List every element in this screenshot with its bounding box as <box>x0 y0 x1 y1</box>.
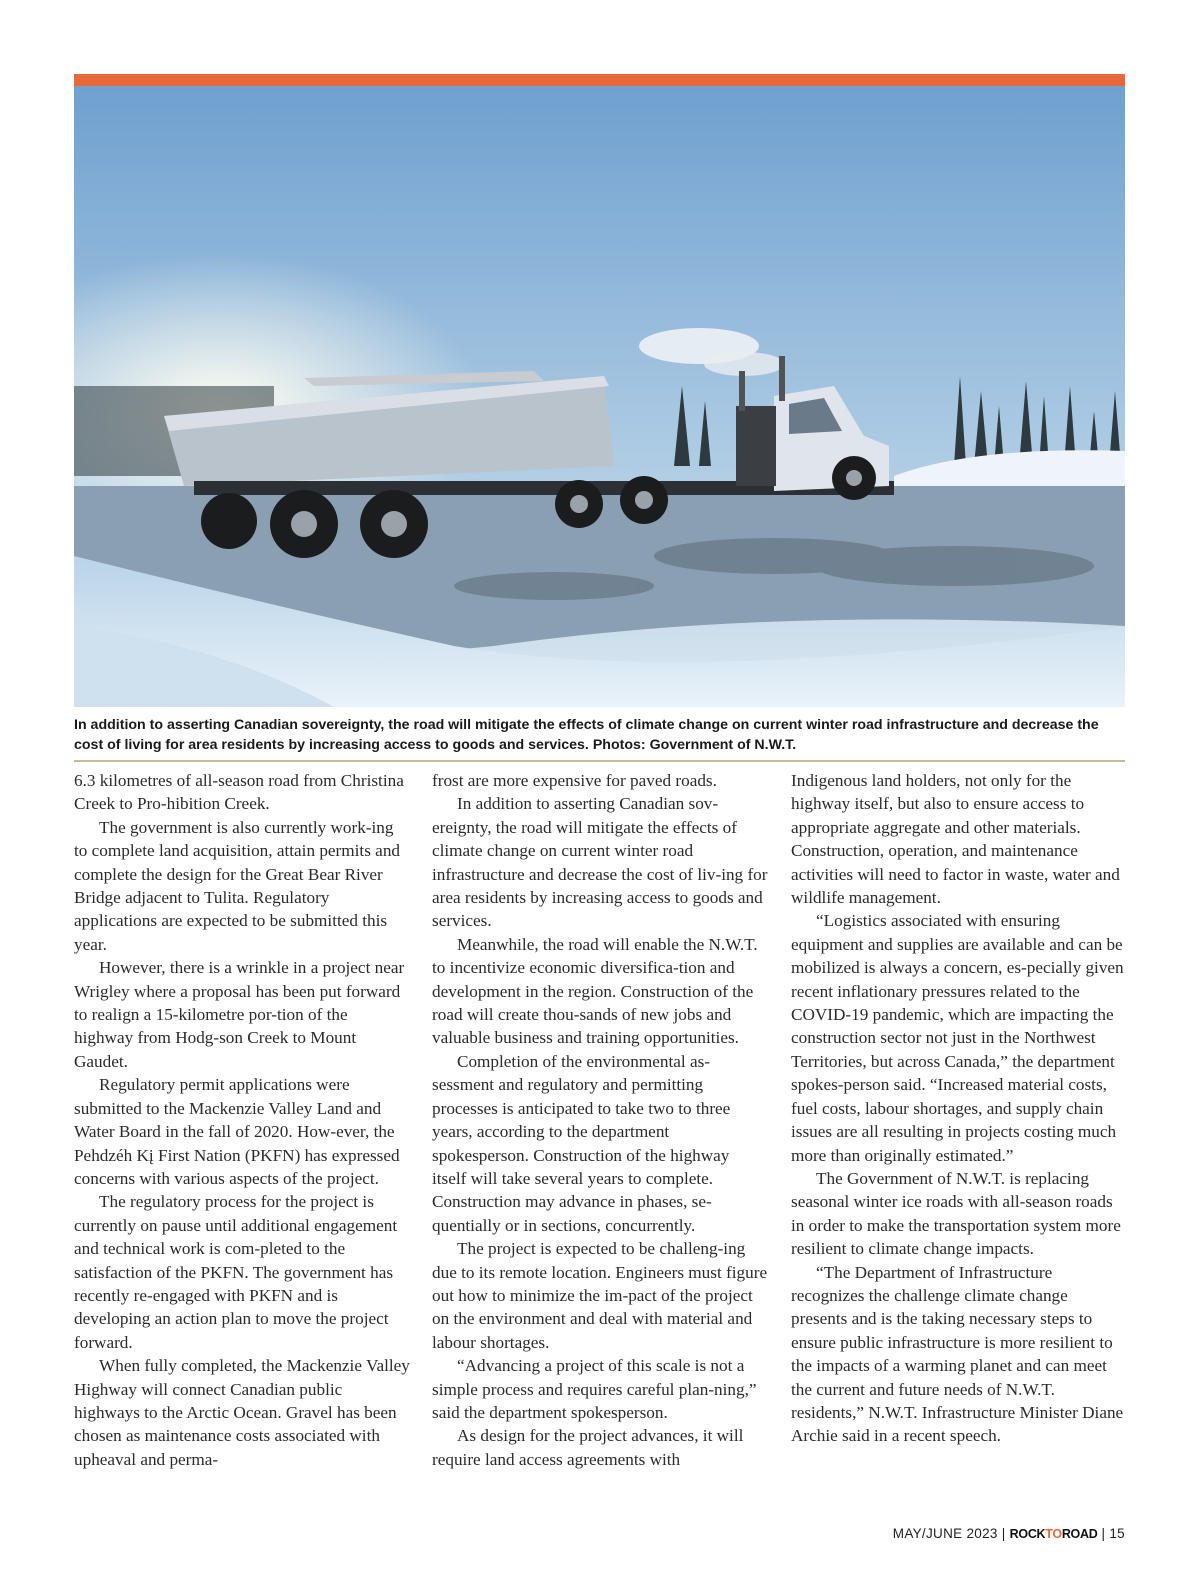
paragraph: “The Department of Infrastructure recognizes the challenge climate change presents and is the taking necessary steps to ensure public infrastructure is more resilient to the impacts of a warming planet and can meet the current and future needs of N.W.T. residents,” N.W.T. Infrastructure Minister Diane Archie said in a recent speech. <box>791 1262 1124 1446</box>
article-photo <box>74 86 1125 707</box>
paragraph: The Government of N.W.T. is replacing seasonal winter ice roads with all-season roads in order to make the transportation system more resilient to climate change impacts. <box>791 1168 1121 1259</box>
paragraph: “Advancing a project of this scale is not a simple process and requires careful plan-ning,” said the department spokesperson. <box>432 1356 757 1422</box>
paragraph: Regulatory permit applications were submitted to the Mackenzie Valley Land and Water Board in the fall of 2020. How-ever, the Pehdzéh Kį First Nation (PKFN) has expressed concerns with various aspects of the project. <box>74 1075 400 1188</box>
paragraph: frost are more expensive for paved roads. <box>432 771 717 790</box>
page-number: 15 <box>1109 1526 1125 1541</box>
page-footer <box>893 1526 1125 1541</box>
logo-part: ROCK <box>1009 1527 1046 1541</box>
header-accent-bar <box>74 74 1125 86</box>
paragraph: “Logistics associated with ensuring equipment and supplies are available and can be mobilized is always a concern, es-pecially given recent inflationary pressures related to the COVID-19 pandemic, which are impacting the construction sector not just in the Northwest Territories, but across Canada,” the department spokes-person said. “Increased material costs, fuel costs, labour shortages, and supply chain issues are all resulting in projects costing much more than originally estimated.” <box>791 911 1124 1165</box>
footer-separator: | <box>1101 1526 1106 1541</box>
paragraph: The project is expected to be challeng-ing due to its remote location. Engineers must figure out how to minimize the im-pact of the project on the environment and deal with material and labour shortages. <box>432 1239 768 1352</box>
paragraph: 6.3 kilometres of all-season road from Christina Creek to Pro-hibition Creek. <box>74 771 404 814</box>
photo-caption: In addition to asserting Canadian sovereignty, the road will mitigate the effects of climate change on current winter road infrastructure and decrease the cost of living for area residents by increasing access to goods and services. Photos: Government of N.W.T. <box>74 717 1099 753</box>
paragraph: The government is also currently work-ing to complete land acquisition, attain permits and complete the design for the Great Bear River Bridge adjacent to Tulita. Regulatory applications are expected to be submitted this year. <box>74 817 401 954</box>
logo-part: TO <box>1045 1527 1062 1541</box>
paragraph: Completion of the environmental as-sessment and regulatory and permitting processes is anticipated to take two to three years, according to the department spokesperson. Construction of the highway itself will take several years to complete. Construction may advance in phases, se-quentially or in sections, concurrently. <box>432 1051 731 1235</box>
paragraph: As design for the project advances, it will require land access agreements with <box>432 1426 744 1469</box>
article-column-3 <box>791 769 1127 1448</box>
caption-divider <box>74 760 1125 762</box>
footer-separator: | <box>1001 1526 1006 1541</box>
paragraph: Meanwhile, the road will enable the N.W.T. to incentivize economic diversifica-tion and development in the region. Construction of the road will create thou-sands of new jobs and valuable business and training opportunities. <box>432 934 758 1048</box>
article-column-2 <box>432 769 768 1471</box>
paragraph: The regulatory process for the project is currently on pause until additional engagement and technical work is com-pleted to the satisfaction of the PKFN. The government has recently re-engaged with PKFN and is developing an action plan to move the project forward. <box>74 1192 398 1352</box>
paragraph: Indigenous land holders, not only for the highway itself, but also to ensure access to appropriate aggregate and other materials. Construction, operation, and maintenance activities will need to factor in waste, water and wildlife management. <box>791 771 1120 908</box>
paragraph: In addition to asserting Canadian sov-ereignty, the road will mitigate the effects of climate change on current winter road infrastructure and decrease the cost of liv-ing for area residents by increasing access to goods and services. <box>432 794 768 931</box>
article-column-1 <box>74 769 410 1471</box>
paragraph: However, there is a wrinkle in a project near Wrigley where a proposal has been put forward to realign a 15-kilometre por-tion of the highway from Hodg-son Creek to Mount Gaudet. <box>74 958 405 1071</box>
magazine-logo <box>1010 1527 1098 1541</box>
logo-part: ROAD <box>1061 1527 1098 1541</box>
paragraph: When fully completed, the Mackenzie Valley Highway will connect Canadian public highways to the Arctic Ocean. Gravel has been chosen as maintenance costs associated with upheaval and perma- <box>74 1356 410 1469</box>
issue-date: MAY/JUNE 2023 <box>892 1526 998 1541</box>
